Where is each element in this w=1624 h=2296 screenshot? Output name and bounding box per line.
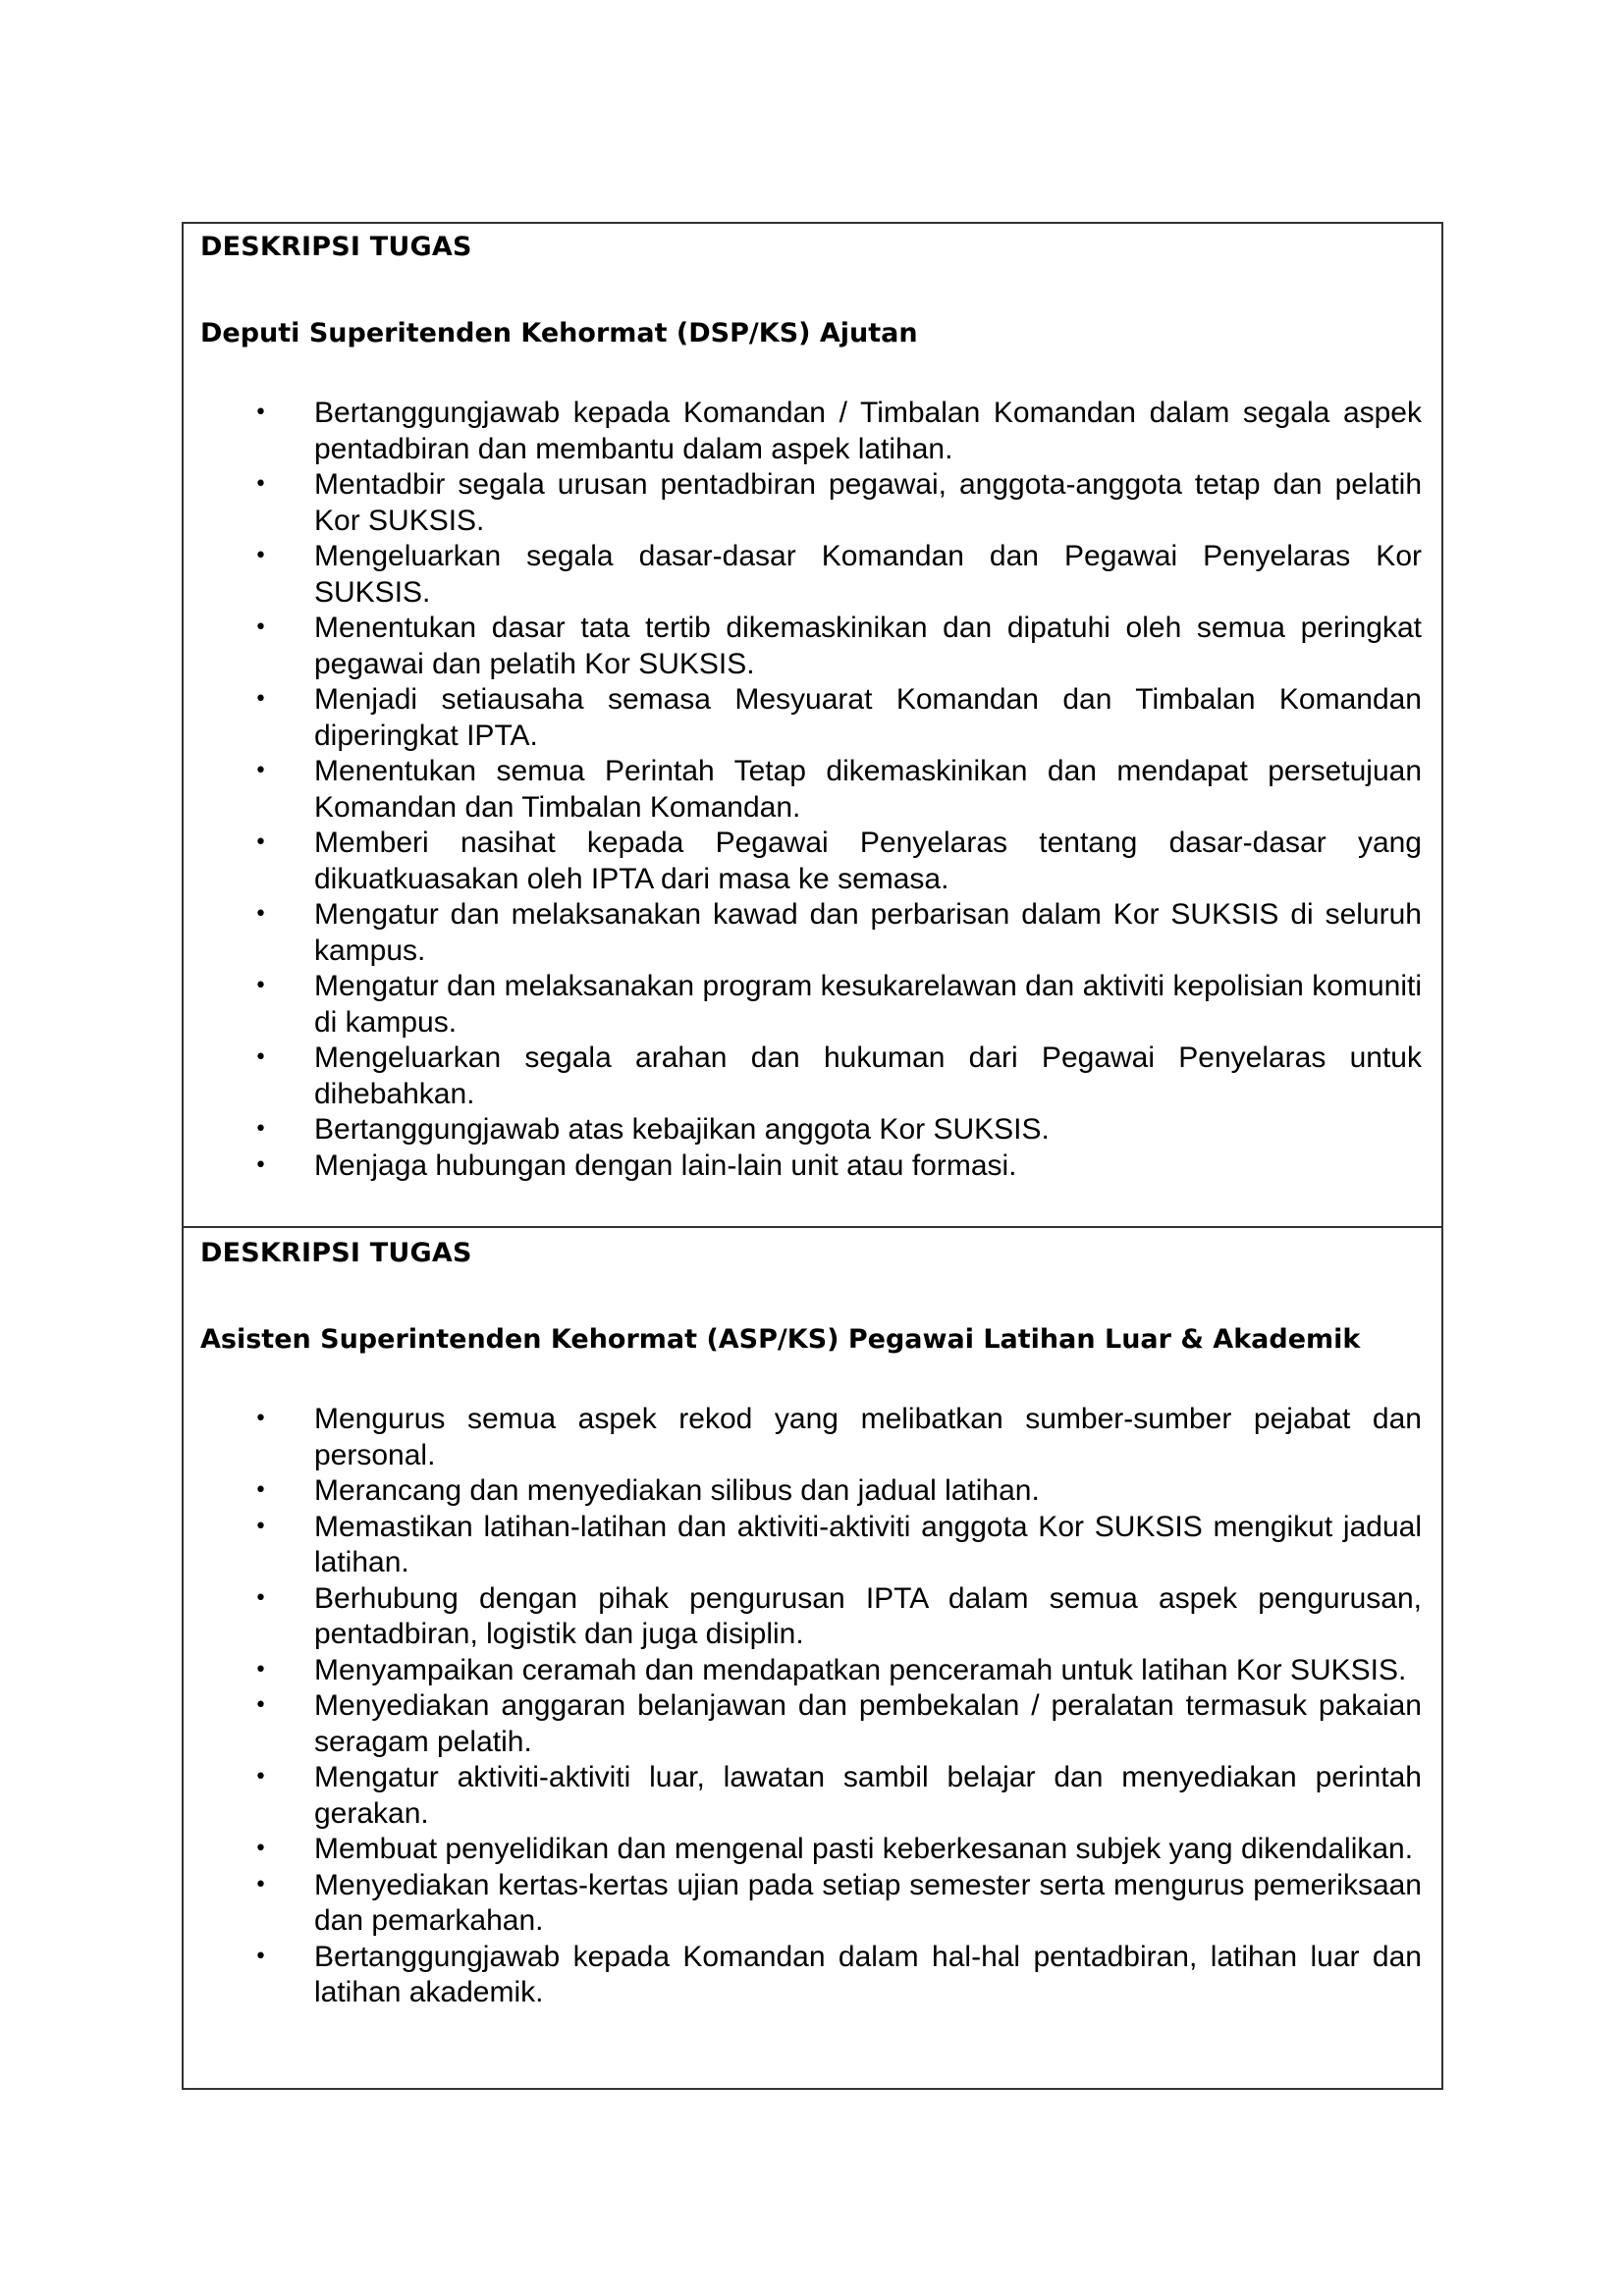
bullet-icon: • — [254, 615, 267, 640]
bullet-icon: • — [254, 759, 267, 783]
duty-list-item — [200, 897, 1422, 969]
bullet-icon: • — [254, 1045, 267, 1070]
duty-text: Mengatur dan melaksanakan kawad dan perbarisan dalam Kor SUKSIS di seluruh kampus. — [314, 898, 1422, 967]
section-dsp-ks-ajutan — [184, 224, 1441, 1226]
duty-text: Membuat penyelidikan dan mengenal pasti keberkesanan subjek yang dikendalikan. — [314, 1833, 1414, 1865]
duty-list-item — [200, 1940, 1422, 2011]
duty-text: Merancang dan menyediakan silibus dan jadual latihan. — [314, 1474, 1040, 1507]
section-heading: DESKRIPSI TUGAS — [200, 1238, 472, 1268]
duty-text: Mengatur aktiviti-aktiviti luar, lawatan sambil belajar dan menyediakan perintah gerakan. — [314, 1761, 1422, 1830]
duty-text: Menjadi setiausaha semasa Mesyuarat Komandan dan Timbalan Komandan diperingkat IPTA. — [314, 683, 1422, 752]
bullet-icon: • — [254, 974, 267, 998]
bullet-icon: • — [254, 1765, 267, 1789]
position-title: Deputi Superitenden Kehormat (DSP/KS) Ajutan — [200, 318, 918, 348]
duty-list-item — [200, 969, 1422, 1041]
bullet-icon: • — [254, 1478, 267, 1503]
duty-list-item — [200, 1760, 1422, 1832]
duty-list — [200, 1402, 1422, 2011]
section-asp-ks-latihan — [184, 1226, 1441, 2088]
duty-text: Mentadbir segala urusan pentadbiran pegawai, anggota-anggota tetap dan pelatih Kor SUKSIS. — [314, 468, 1422, 537]
position-title: Asisten Superintenden Kehormat (ASP/KS) Pegawai Latihan Luar & Akademik — [200, 1324, 1361, 1355]
duty-text: Menjaga hubungan dengan lain-lain unit atau formasi. — [314, 1148, 1017, 1182]
duty-list-item — [200, 539, 1422, 611]
duty-list-item — [200, 1581, 1422, 1653]
duty-description-table — [182, 222, 1443, 2090]
duty-text: Bertanggungjawab kepada Komandan / Timbalan Komandan dalam segala aspek pentadbiran dan membantu dalam aspek latihan. — [314, 397, 1422, 465]
duty-list-item — [200, 1148, 1422, 1185]
duty-text: Bertanggungjawab kepada Komandan dalam hal-hal pentadbiran, latihan luar dan latihan akademik. — [314, 1940, 1422, 2008]
bullet-icon: • — [254, 472, 267, 497]
duty-list-item — [200, 1832, 1422, 1868]
duty-list-item — [200, 467, 1422, 539]
bullet-icon: • — [254, 544, 267, 568]
duty-text: Menyediakan anggaran belanjawan dan pembekalan / peralatan termasuk pakaian seragam pelatih. — [314, 1689, 1422, 1758]
bullet-icon: • — [254, 1152, 267, 1178]
duty-text: Mengeluarkan segala dasar-dasar Komandan dan Pegawai Penyelaras Kor SUKSIS. — [314, 540, 1422, 609]
duty-text: Berhubung dengan pihak pengurusan IPTA dalam semua aspek pengurusan, pentadbiran, logistik dan juga disiplin. — [314, 1581, 1422, 1650]
duty-text: Mengatur dan melaksanakan program kesukarelawan dan aktiviti kepolisian komuniti di kampus. — [314, 970, 1422, 1039]
duty-text: Menentukan dasar tata tertib dikemaskinikan dan dipatuhi oleh semua peringkat pegawai dan pelatih Kor SUKSIS. — [314, 612, 1422, 680]
duty-list-item — [200, 1112, 1422, 1148]
bullet-icon: • — [254, 400, 267, 425]
bullet-icon: • — [254, 1693, 267, 1718]
duty-list-item — [200, 1868, 1422, 1940]
bullet-icon: • — [254, 902, 267, 927]
duty-text: Memberi nasihat kepada Pegawai Penyelaras tentang dasar-dasar yang dikuatkuasakan oleh IPTA dari masa ke semasa. — [314, 827, 1422, 895]
duty-text: Menyampaikan ceramah dan mendapatkan penceramah untuk latihan Kor SUKSIS. — [314, 1653, 1407, 1686]
duty-text: Mengurus semua aspek rekod yang melibatkan sumber-sumber pejabat dan personal. — [314, 1403, 1422, 1471]
bullet-icon: • — [254, 1407, 267, 1431]
duty-list-item — [200, 1041, 1422, 1112]
bullet-icon: • — [254, 1872, 267, 1897]
duty-list-item — [200, 1688, 1422, 1760]
duty-list-item — [200, 826, 1422, 897]
duty-text: Menentukan semua Perintah Tetap dikemaskinikan dan mendapat persetujuan Komandan dan Timbalan Komandan. — [314, 755, 1422, 824]
duty-list-item — [200, 754, 1422, 826]
bullet-icon: • — [254, 1585, 267, 1611]
duty-text: Memastikan latihan-latihan dan aktiviti-aktiviti anggota Kor SUKSIS mengikut jadual latihan. — [314, 1510, 1422, 1578]
bullet-icon: • — [254, 687, 267, 712]
duty-list-item — [200, 1653, 1422, 1689]
duty-list-item — [200, 1402, 1422, 1473]
duty-list-item — [200, 1510, 1422, 1581]
duty-list-item — [200, 396, 1422, 467]
bullet-icon: • — [254, 1944, 267, 1969]
duty-text: Mengeluarkan segala arahan dan hukuman dari Pegawai Penyelaras untuk dihebahkan. — [314, 1041, 1422, 1110]
duty-list-item — [200, 682, 1422, 754]
duty-text: Menyediakan kertas-kertas ujian pada setiap semester serta mengurus pemeriksaan dan pemarkahan. — [314, 1868, 1422, 1937]
bullet-icon: • — [254, 1514, 267, 1539]
duty-text: Bertanggungjawab atas kebajikan anggota Kor SUKSIS. — [314, 1113, 1050, 1146]
section-heading: DESKRIPSI TUGAS — [200, 232, 472, 262]
bullet-icon: • — [254, 1117, 267, 1142]
duty-list — [200, 396, 1422, 1184]
bullet-icon: • — [254, 830, 267, 855]
duty-list-item — [200, 611, 1422, 682]
bullet-icon: • — [254, 1657, 267, 1682]
duty-list-item — [200, 1473, 1422, 1510]
bullet-icon: • — [254, 1837, 267, 1861]
